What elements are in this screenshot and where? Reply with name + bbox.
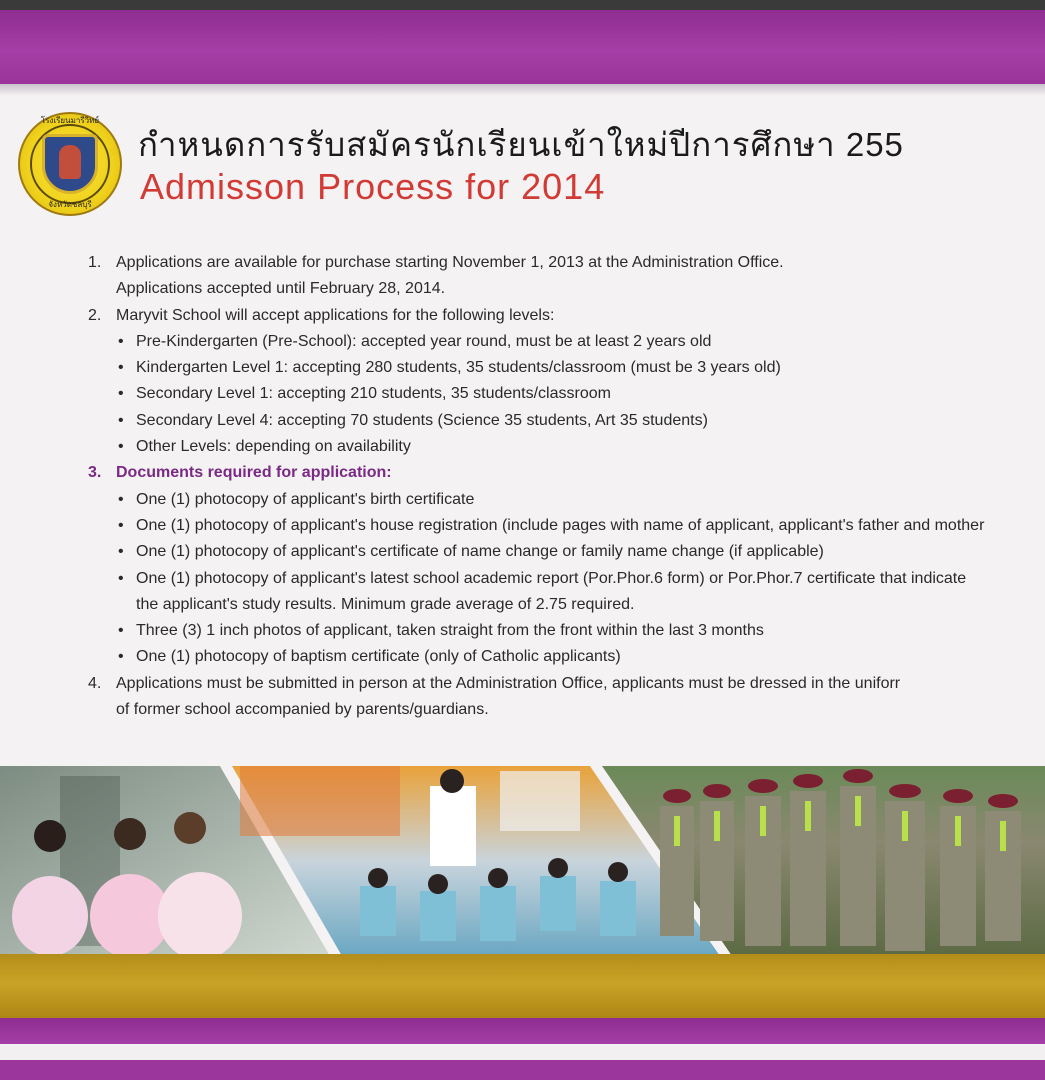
bullet-item bbox=[88, 434, 1045, 460]
bullet-item bbox=[88, 355, 1045, 381]
item-number: 1. bbox=[88, 254, 102, 271]
item-text: of former school accompanied by parents/guardians. bbox=[116, 701, 489, 719]
item-text: Applications accepted until February 28, 2014. bbox=[116, 280, 446, 298]
list-item-4-cont bbox=[88, 697, 1045, 723]
section-heading: Documents required for application: bbox=[116, 464, 392, 482]
bullet-text: One (1) photocopy of applicant's birth certificate bbox=[136, 490, 475, 508]
band-shadow bbox=[0, 84, 1045, 96]
item-text: Maryvit School will accept applications for the following levels: bbox=[116, 306, 555, 324]
bullet-item bbox=[88, 381, 1045, 407]
top-purple-band bbox=[0, 10, 1045, 84]
bullet-text: One (1) photocopy of applicant's latest school academic report (Por.Phor.6 form) or Por.Phor.7 certificate that indicate bbox=[136, 569, 967, 587]
bullet-text: Other Levels: depending on availability bbox=[136, 438, 411, 456]
list-item-1-cont bbox=[88, 276, 1045, 302]
bullet-text: One (1) photocopy of applicant's house registration (include pages with name of applicant, applicant's father and mother bbox=[136, 516, 985, 534]
bullet-dot-icon: • bbox=[118, 359, 124, 377]
item-number: 4. bbox=[88, 674, 102, 692]
seal-top-text: โรงเรียนมารีวิทย์ bbox=[40, 116, 100, 125]
bullet-dot-icon: • bbox=[118, 648, 124, 666]
bullet-dot-icon: • bbox=[118, 490, 124, 508]
bullet-dot-icon: • bbox=[118, 411, 124, 429]
list-item-3 bbox=[88, 460, 1045, 486]
bullet-dot-icon: • bbox=[118, 438, 124, 456]
item-number: 2. bbox=[88, 306, 102, 324]
bullet-text: One (1) photocopy of applicant's certificate of name change or family name change (if applicable) bbox=[136, 543, 824, 561]
list-item-2 bbox=[88, 303, 1045, 329]
seal-bottom-text: จังหวัดชลบุรี bbox=[48, 200, 92, 209]
bullet-text: Secondary Level 1: accepting 210 students, 35 students/classroom bbox=[136, 385, 611, 403]
photo-collage bbox=[0, 766, 1045, 956]
item-number: 3. bbox=[88, 464, 102, 482]
item-text: Applications are available for purchase starting November 1, 2013 at the Administration Office. bbox=[116, 254, 784, 271]
bullet-dot-icon: • bbox=[118, 569, 124, 587]
page-title-english: Admisson Process for 2014 bbox=[140, 166, 606, 207]
list-item-4 bbox=[88, 671, 1045, 697]
bottom-purple-band bbox=[0, 1018, 1045, 1044]
bullet-dot-icon: • bbox=[118, 622, 124, 640]
bullet-item bbox=[88, 513, 1045, 539]
bullet-dot-icon: • bbox=[118, 543, 124, 561]
bottom-purple-stripe bbox=[0, 1060, 1045, 1080]
bullet-item bbox=[88, 487, 1045, 513]
seal-shield bbox=[42, 134, 98, 194]
list-item-1 bbox=[88, 250, 1045, 276]
top-edge bbox=[0, 0, 1045, 10]
school-seal-logo bbox=[18, 112, 122, 216]
admission-content bbox=[88, 250, 1045, 723]
bullet-dot-icon: • bbox=[118, 332, 124, 350]
bullet-item bbox=[88, 329, 1045, 355]
star-icon: ☆ bbox=[108, 144, 121, 160]
bullet-dot-icon: • bbox=[118, 516, 124, 534]
seal-figure-icon bbox=[59, 145, 81, 179]
bullet-dot-icon: • bbox=[118, 385, 124, 403]
bullet-item bbox=[88, 408, 1045, 434]
bullet-text: the applicant's study results. Minimum grade average of 2.75 required. bbox=[136, 595, 635, 613]
bullet-item bbox=[88, 539, 1045, 565]
bullet-item bbox=[88, 644, 1045, 670]
gold-band bbox=[0, 954, 1045, 1018]
bullet-text: One (1) photocopy of baptism certificate (only of Catholic applicants) bbox=[136, 648, 621, 666]
bullet-item bbox=[88, 566, 1045, 592]
bullet-text: Kindergarten Level 1: accepting 280 students, 35 students/classroom (must be 3 years old) bbox=[136, 359, 781, 377]
photo-collage-svg bbox=[0, 766, 1045, 956]
bullet-item-cont bbox=[88, 592, 1045, 618]
bullet-item bbox=[88, 618, 1045, 644]
bullet-text: Secondary Level 4: accepting 70 students (Science 35 students, Art 35 students) bbox=[136, 411, 708, 429]
bottom-white-stripe bbox=[0, 1044, 1045, 1060]
page-title-thai: กำหนดการรับสมัครนักเรียนเข้าใหม่ปีการศึกษา 255 bbox=[138, 126, 904, 163]
bullet-text: Pre-Kindergarten (Pre-School): accepted year round, must be at least 2 years old bbox=[136, 332, 712, 350]
bullet-text: Three (3) 1 inch photos of applicant, taken straight from the front within the last 3 months bbox=[136, 622, 764, 640]
item-text: Applications must be submitted in person at the Administration Office, applicants must be dressed in the uniforr bbox=[116, 674, 901, 692]
